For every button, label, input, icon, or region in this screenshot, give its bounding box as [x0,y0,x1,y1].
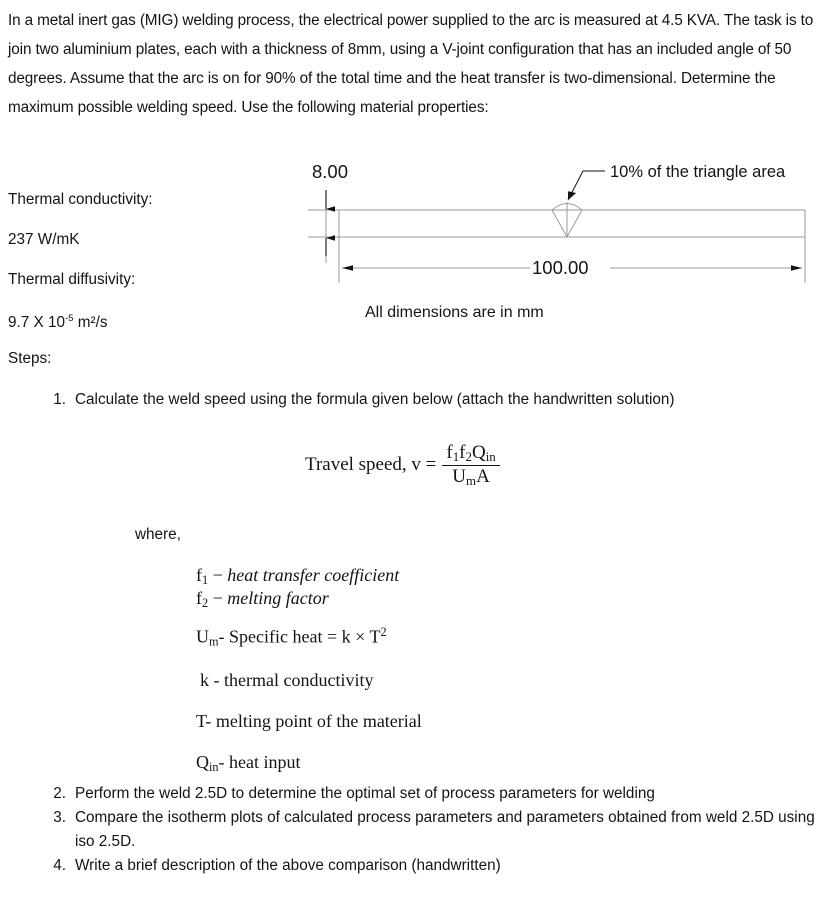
length-dimension-text: 100.00 [532,257,589,278]
numerator-f2: f [459,442,466,463]
travel-speed-formula [305,443,500,488]
thermal-diffusivity-exponent: -5 [64,313,74,324]
definition-um [196,625,387,649]
step-1-number: 1. [53,391,66,408]
f1-symbol: f [196,565,202,585]
um-superscript: 2 [380,625,387,639]
numerator-q: Q [471,442,486,463]
numerator-f1: f [446,442,453,463]
thermal-diffusivity-label: Thermal diffusivity: [8,271,136,288]
weld-joint-diagram [280,150,829,335]
um-subscript: m [209,634,219,649]
where-label: where, [135,526,181,543]
f1-text: heat transfer coefficient [227,565,400,585]
definition-k: k - thermal conductivity [200,670,374,690]
qin-symbol: Q [196,752,209,772]
thermal-diffusivity-value [8,309,108,333]
f2-symbol: f [196,588,202,608]
um-text: - Specific heat = k × T [218,626,381,647]
f2-subscript: 2 [202,595,209,610]
f2-dash: − [208,588,228,608]
definition-qin [196,752,301,775]
thickness-dimension-text: 8.00 [312,161,349,182]
thermal-conductivity-value: 237 W/mK [8,231,80,248]
step-4-number: 4. [53,857,66,874]
formula-left-side: Travel speed, v = [305,454,437,476]
problem-statement: In a metal inert gas (MIG) welding process, the electrical power supplied to the arc is measured at 4.5 KVA. The task is to join two aluminium plates, each with a thickness of 8mm, using a V-joint configuration that has an included angle of 50 degrees. Assume that the arc is on for 90% of the total time and the heat transfer is two-dimensional. Determine the maximum possible welding speed. Use the following material properties: [8,12,814,116]
step-2-text: Perform the weld 2.5D to determine the optimal set of process parameters for welding [75,785,655,802]
thermal-conductivity-label: Thermal conductivity: [8,191,153,208]
f1-subscript: 1 [202,572,209,587]
definition-t: T- melting point of the material [196,711,422,731]
numerator-q-sub: in [485,449,496,465]
thermal-diffusivity-units: m²/s [73,314,108,332]
f1-dash: − [208,565,228,585]
denominator-u: U [452,466,467,488]
qin-text: - heat input [218,752,301,772]
formula-denominator [448,466,494,488]
formula-fraction [442,443,499,488]
step-4-text: Write a brief description of the above comparison (handwritten) [75,857,501,874]
step-3-number: 3. [53,809,66,826]
denominator-a: A [476,466,490,488]
plate-outline [339,210,805,237]
thermal-diffusivity-mantissa: 9.7 X 10 [8,314,65,332]
definition-f2 [196,588,329,611]
denominator-u-sub: m [466,473,477,489]
formula-numerator [442,443,499,465]
step-1-text: Calculate the weld speed using the formula given below (attach the handwritten solution) [75,391,675,408]
um-symbol: U [196,626,209,647]
numerator-f1-sub: 1 [452,449,460,465]
steps-heading: Steps: [8,350,52,367]
diagram-caption: All dimensions are in mm [365,304,544,321]
numerator-f2-sub: 2 [465,449,472,465]
groove-callout-text: 10% of the triangle area [610,163,786,181]
step-2-number: 2. [53,785,66,802]
step-3-text: Compare the isotherm plots of calculated process parameters and parameters obtained from weld 2.5D using iso 2.5D. [75,809,815,850]
qin-subscript: in [209,759,219,774]
f2-text: melting factor [227,588,329,608]
definition-f1 [196,565,399,588]
